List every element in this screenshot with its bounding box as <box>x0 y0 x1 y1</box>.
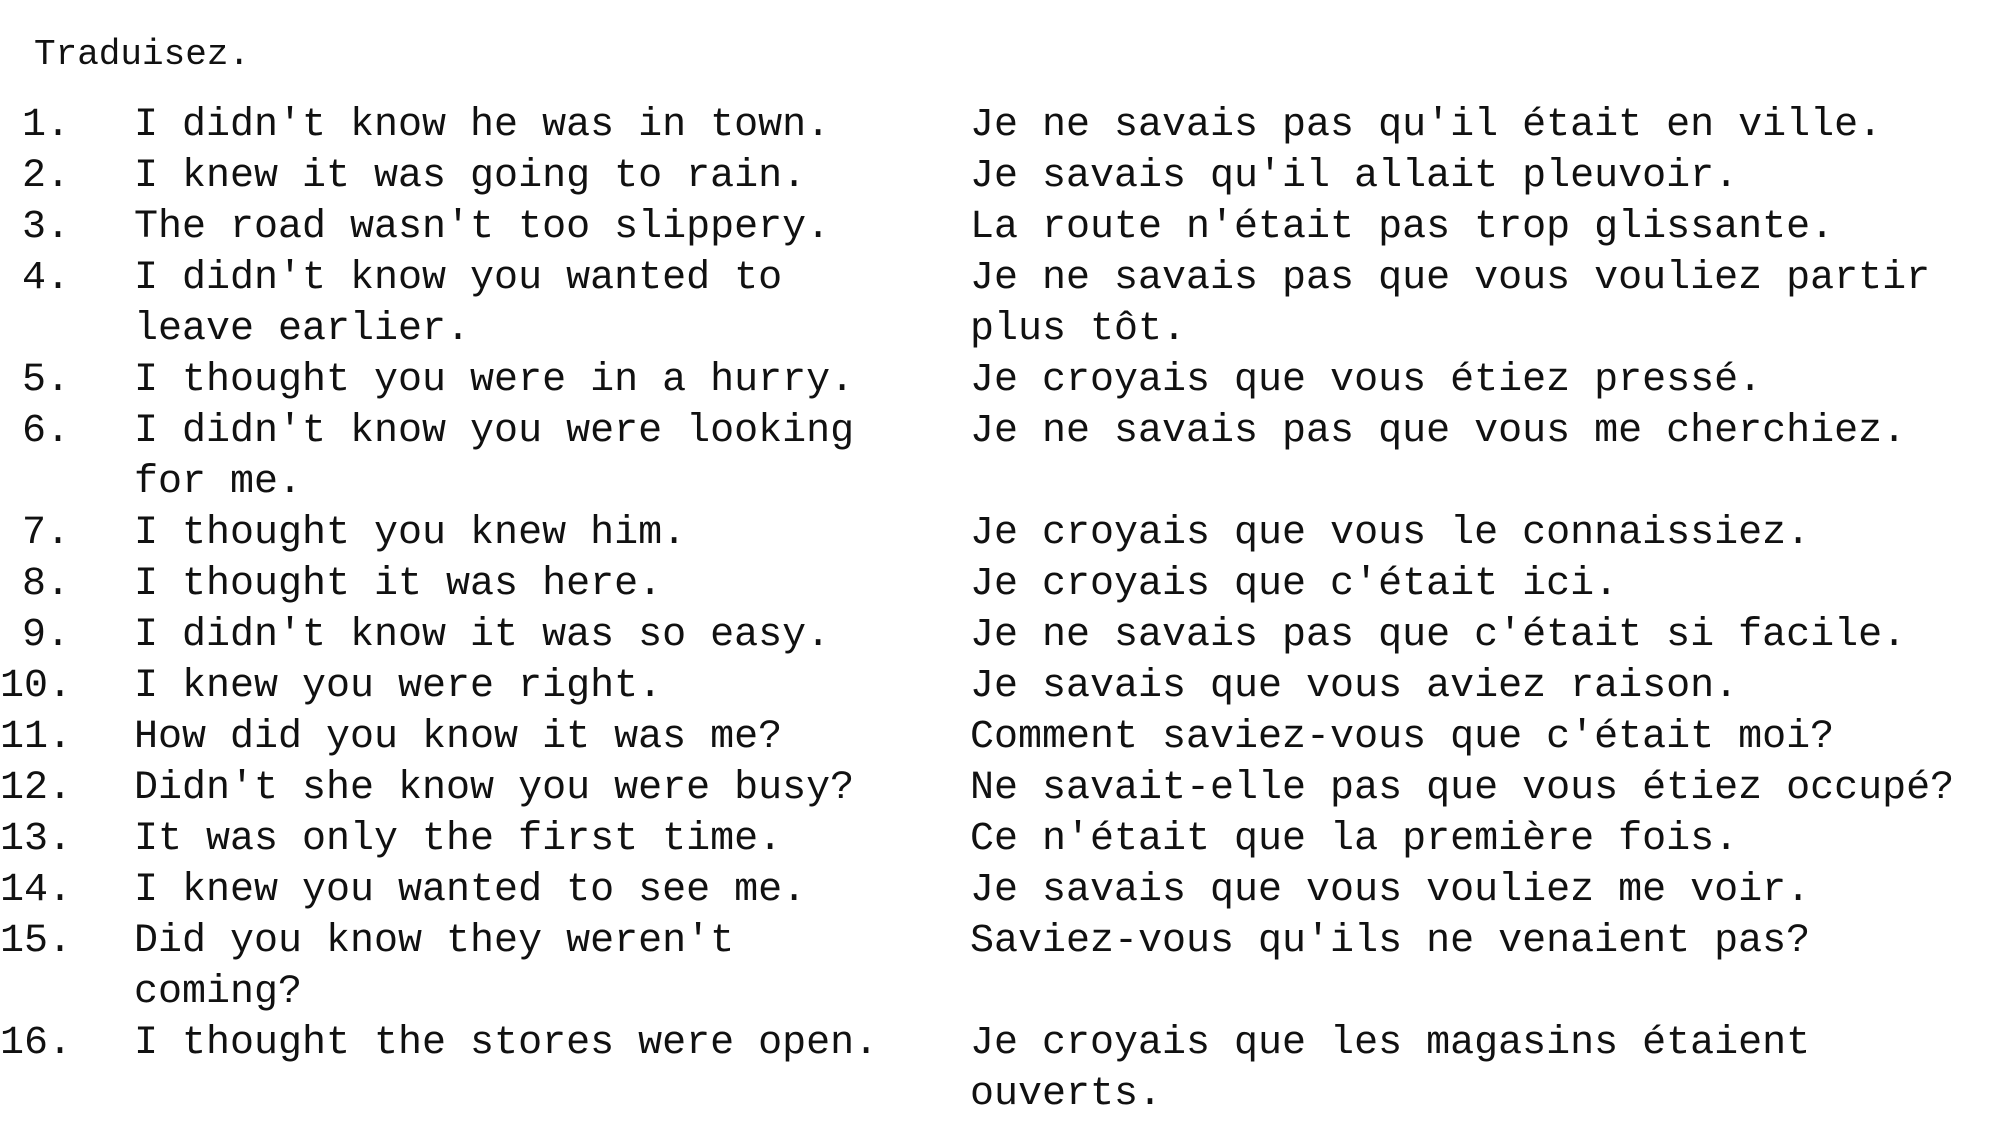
french-translation: Ce n'était que la première fois. <box>970 817 1739 862</box>
english-sentence: Did you know they weren't coming? <box>134 919 735 1015</box>
english-sentence: The road wasn't too slippery. <box>134 205 831 250</box>
list-item <box>0 100 2009 151</box>
item-number: 13. <box>0 817 73 862</box>
english-sentence: I knew you wanted to see me. <box>134 868 807 913</box>
item-number: 4. <box>21 256 70 301</box>
item-number: 10. <box>0 664 73 709</box>
french-translation: Je croyais que vous étiez pressé. <box>970 358 1763 403</box>
french-translation: Je croyais que vous le connaissiez. <box>970 511 1811 556</box>
list-item <box>0 355 2009 406</box>
translation-list <box>0 100 2009 1120</box>
french-translation: Comment saviez-vous que c'était moi? <box>970 715 1835 760</box>
item-number: 11. <box>0 715 73 760</box>
list-item <box>0 661 2009 712</box>
english-sentence: Didn't she know you were busy? <box>134 766 855 811</box>
item-number: 2. <box>21 154 70 199</box>
french-translation: Je ne savais pas qu'il était en ville. <box>970 103 1883 148</box>
list-item <box>0 712 2009 763</box>
list-item <box>0 763 2009 814</box>
french-translation: Je savais que vous vouliez me voir. <box>970 868 1811 913</box>
french-translation: Ne savait-elle pas que vous étiez occupé? <box>970 766 1955 811</box>
list-item <box>0 814 2009 865</box>
english-sentence: It was only the first time. <box>134 817 783 862</box>
item-number: 9. <box>21 613 70 658</box>
french-translation: Je savais que vous aviez raison. <box>970 664 1739 709</box>
list-item <box>0 151 2009 202</box>
english-sentence: How did you know it was me? <box>134 715 783 760</box>
list-item <box>0 610 2009 661</box>
item-number: 12. <box>0 766 73 811</box>
french-translation: Je ne savais pas que vous vouliez partir plus tôt. <box>970 256 1931 352</box>
page-title: Traduisez. <box>34 34 251 75</box>
item-number: 5. <box>21 358 70 403</box>
english-sentence: I knew you were right. <box>134 664 663 709</box>
item-number: 8. <box>21 562 70 607</box>
english-sentence: I thought you were in a hurry. <box>134 358 855 403</box>
item-number: 3. <box>21 205 70 250</box>
english-sentence: I didn't know he was in town. <box>134 103 831 148</box>
item-number: 6. <box>21 409 70 454</box>
list-item <box>0 202 2009 253</box>
item-number: 16. <box>0 1021 73 1066</box>
french-translation: Je croyais que c'était ici. <box>970 562 1619 607</box>
english-sentence: I knew it was going to rain. <box>134 154 807 199</box>
english-sentence: I thought the stores were open. <box>134 1021 879 1066</box>
english-sentence: I didn't know you were looking for me. <box>134 409 855 505</box>
english-sentence: I didn't know it was so easy. <box>134 613 831 658</box>
item-number: 15. <box>0 919 73 964</box>
french-translation: Je ne savais pas que c'était si facile. <box>970 613 1907 658</box>
list-item <box>0 406 2009 508</box>
list-item <box>0 253 2009 355</box>
item-number: 7. <box>21 511 70 556</box>
french-translation: Je ne savais pas que vous me cherchiez. <box>970 409 1907 454</box>
french-translation: La route n'était pas trop glissante. <box>970 205 1835 250</box>
english-sentence: I thought you knew him. <box>134 511 687 556</box>
list-item <box>0 508 2009 559</box>
list-item <box>0 865 2009 916</box>
english-sentence: I didn't know you wanted to leave earlier. <box>134 256 783 352</box>
list-item <box>0 559 2009 610</box>
list-item <box>0 1018 2009 1120</box>
item-number: 14. <box>0 868 73 913</box>
item-number: 1. <box>21 103 70 148</box>
english-sentence: I thought it was here. <box>134 562 663 607</box>
french-translation: Saviez-vous qu'ils ne venaient pas? <box>970 919 1811 964</box>
french-translation: Je croyais que les magasins étaient ouverts. <box>970 1021 1811 1117</box>
list-item <box>0 916 2009 1018</box>
french-translation: Je savais qu'il allait pleuvoir. <box>970 154 1739 199</box>
